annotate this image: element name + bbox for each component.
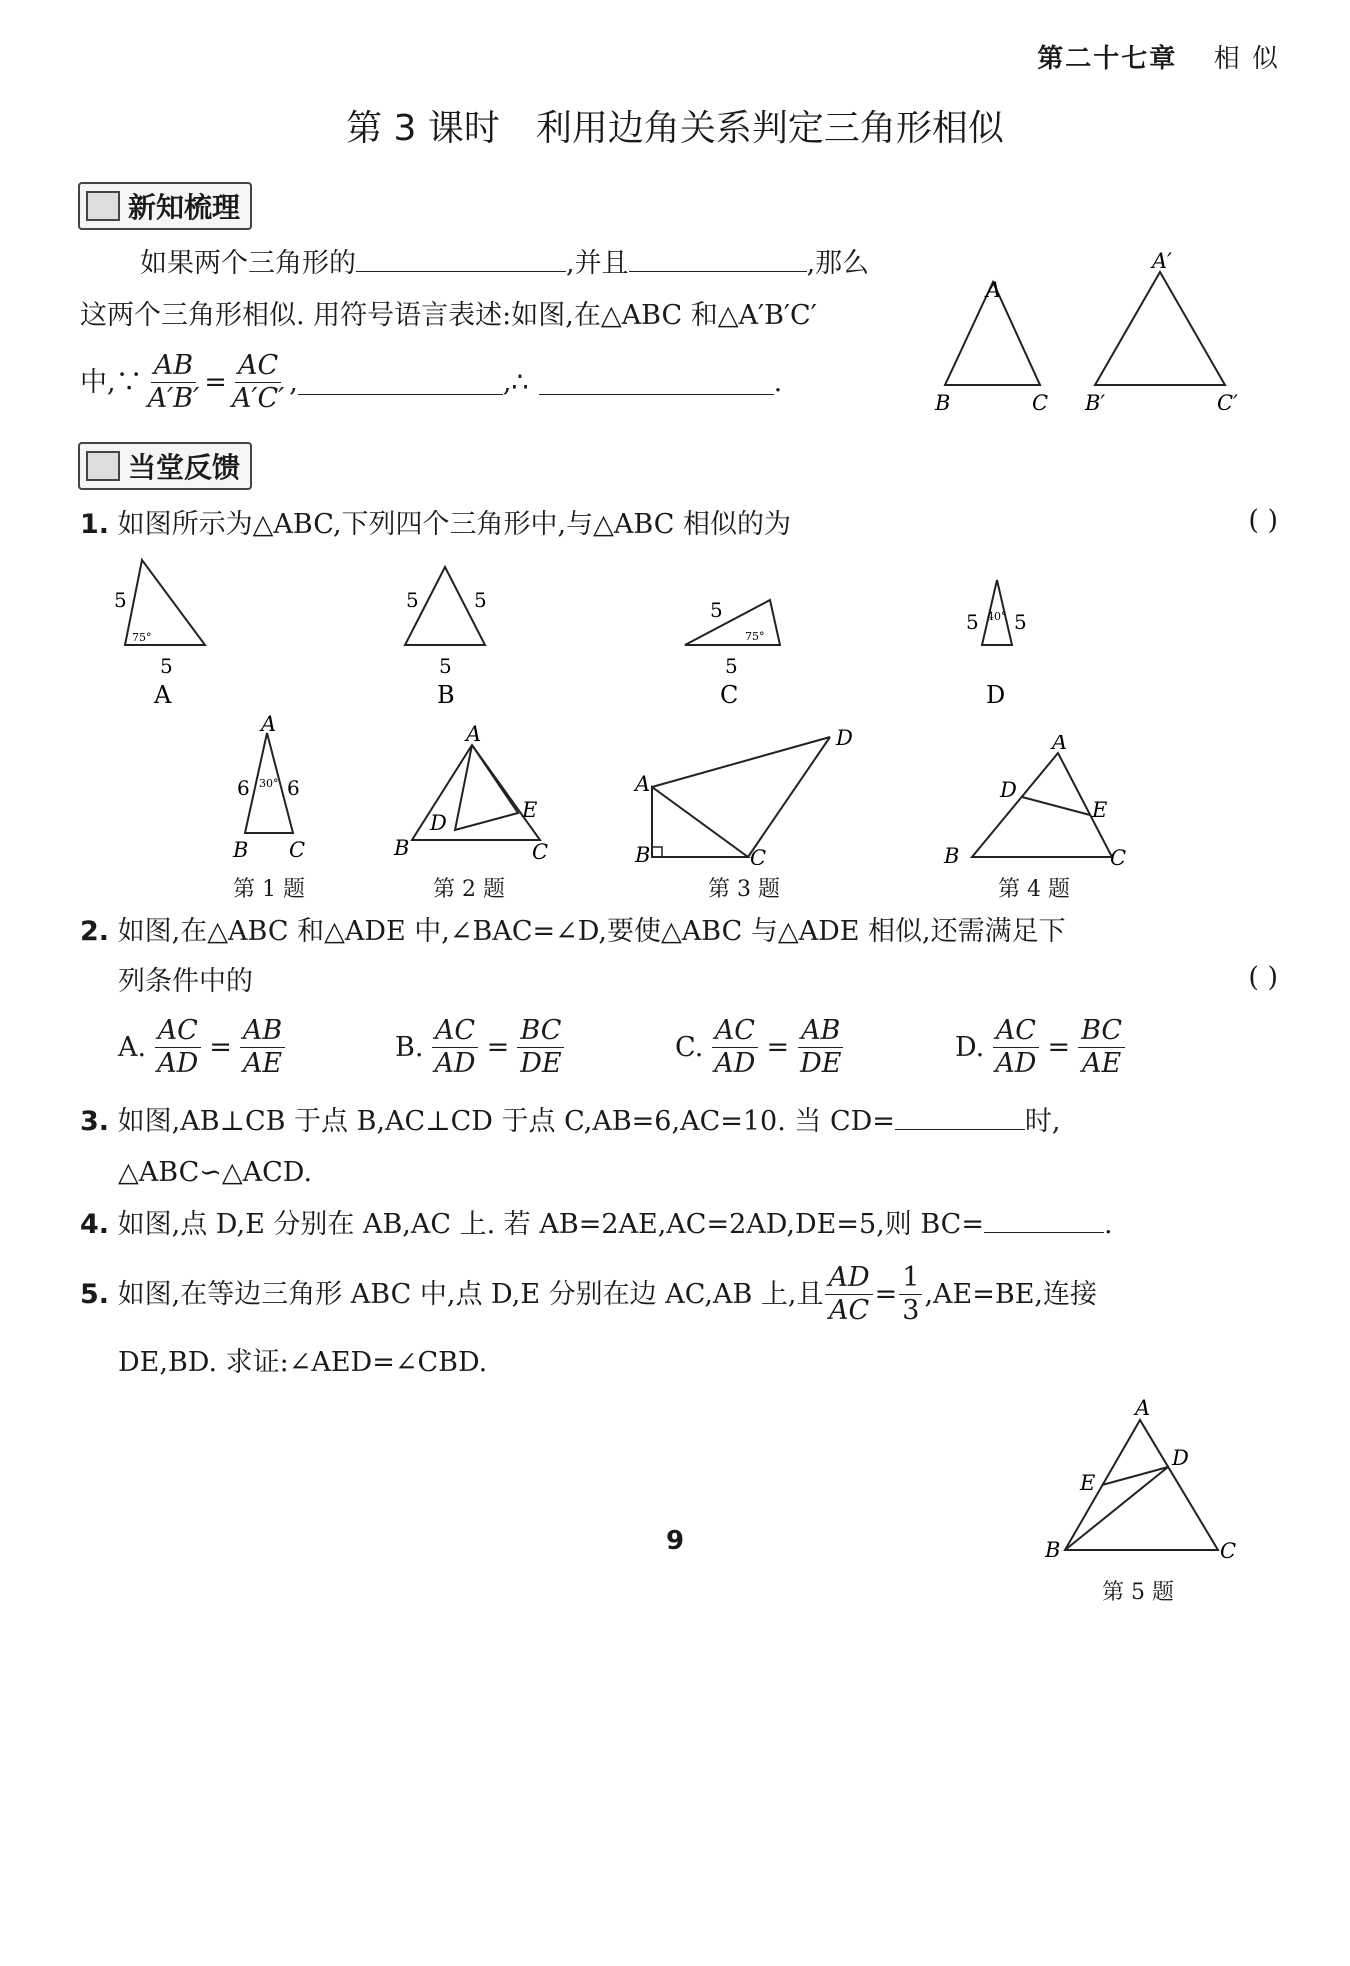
svg-text:A: A — [1135, 1396, 1151, 1420]
svg-text:D: D — [430, 811, 447, 835]
q2-option-d[interactable]: D. $\frac{AC}{AD}$ = $\frac{BC}{AE}$ — [955, 1015, 1127, 1080]
label-a-prime: A′ — [1152, 250, 1172, 273]
svg-text:A: A — [1052, 735, 1068, 754]
svg-text:A: A — [154, 681, 172, 705]
option-d-triangle — [950, 575, 1050, 705]
blank-1[interactable] — [356, 271, 566, 272]
svg-text:75°: 75° — [132, 631, 152, 644]
svg-text:75°: 75° — [745, 630, 765, 643]
q2-option-c[interactable]: C. $\frac{AC}{AD}$ = $\frac{AB}{DE}$ — [675, 1015, 842, 1079]
section-heading-new-knowledge: 新知梳理 — [78, 182, 252, 230]
svg-text:A: A — [261, 715, 277, 736]
svg-text:D: D — [1000, 778, 1017, 802]
svg-text:E: E — [522, 798, 538, 822]
svg-text:5: 5 — [114, 588, 127, 612]
option-a-triangle — [100, 555, 250, 705]
svg-text:A: A — [466, 725, 482, 746]
svg-text:5: 5 — [710, 598, 723, 622]
pencil-icon — [86, 451, 120, 481]
caption-q4: 第 4 题 — [998, 877, 1070, 902]
fraction-ab: $\frac{AB}{A'B'}$ — [147, 350, 200, 414]
svg-text:5: 5 — [160, 654, 173, 678]
question-2-line2: 列条件中的 — [118, 966, 253, 997]
figure-q2 — [390, 725, 570, 860]
label-b: B — [935, 391, 951, 415]
svg-text:B: B — [1045, 1538, 1061, 1562]
svg-text:A: A — [635, 772, 651, 796]
label-c-prime: C′ — [1217, 391, 1238, 415]
svg-text:5: 5 — [1014, 610, 1027, 634]
question-1: 1. 如图所示为△ABC,下列四个三角形中,与△ABC 相似的为 — [80, 509, 791, 540]
svg-text:30°: 30° — [259, 777, 279, 790]
question-5-line2: DE,BD. 求证:∠AED=∠CBD. — [118, 1347, 488, 1378]
svg-text:B: B — [394, 836, 410, 860]
svg-text:E: E — [1092, 798, 1108, 822]
svg-text:C: C — [1220, 1539, 1237, 1563]
caption-q1: 第 1 题 — [233, 877, 305, 902]
answer-bracket-q2[interactable]: ( ) — [1248, 962, 1278, 993]
svg-text:C: C — [720, 681, 739, 705]
answer-bracket-q1[interactable]: ( ) — [1248, 505, 1278, 536]
svg-text:C: C — [1110, 846, 1127, 870]
section1-line1: 如果两个三角形的 ,并且 ,那么 — [140, 248, 870, 279]
question-2: 2. 如图,在△ABC 和△ADE 中,∠BAC=∠D,要使△ABC 与△ADE 相似,还需满足下 — [80, 916, 1066, 947]
svg-text:C: C — [289, 838, 306, 860]
page-number: 9 — [665, 1526, 685, 1556]
svg-text:D: D — [986, 681, 1006, 705]
caption-q2: 第 2 题 — [433, 877, 505, 902]
question-5: 5. 如图,在等边三角形 ABC 中,点 D,E 分别在边 AC,AB 上,且 $\frac{AD}{AC}$ = $\frac{1}{3}$ ,AE=BE,连接 — [80, 1262, 1097, 1326]
svg-text:D: D — [1172, 1446, 1189, 1470]
blank-4[interactable] — [539, 394, 774, 395]
blank-2[interactable] — [629, 271, 807, 272]
question-4: 4. 如图,点 D,E 分别在 AB,AC 上. 若 AB=2AE,AC=2AD,DE=5,则 BC= . — [80, 1209, 1113, 1240]
q2-option-a[interactable]: A. $\frac{AC}{AD}$ = $\frac{AB}{AE}$ — [118, 1015, 287, 1080]
lesson-name: 利用边角关系判定三角形相似 — [535, 108, 1004, 149]
svg-text:B: B — [233, 838, 249, 860]
lesson-title — [0, 100, 1350, 151]
section-heading-feedback: 当堂反馈 — [78, 442, 252, 490]
chapter-header — [1037, 38, 1280, 75]
blank-3[interactable] — [298, 394, 503, 395]
svg-text:E: E — [1080, 1471, 1096, 1495]
label-a: A — [986, 278, 1002, 302]
chapter-number: 第二十七章 — [1037, 44, 1178, 74]
section1-line2: 这两个三角形相似. 用符号语言表述:如图,在△ABC 和△A′B′C′ — [80, 300, 817, 331]
fraction-ac: $\frac{AC}{A'C'}$ — [231, 350, 285, 414]
book-icon — [86, 191, 120, 221]
figure-q3 — [630, 725, 870, 865]
svg-text:5: 5 — [474, 588, 487, 612]
svg-text:40°: 40° — [987, 610, 1007, 623]
question-3: 3. 如图,AB⊥CB 于点 B,AC⊥CD 于点 C,AB=6,AC=10. 当 CD= 时, — [80, 1106, 1061, 1137]
svg-text:C: C — [750, 846, 767, 865]
svg-text:B: B — [944, 844, 960, 868]
svg-text:5: 5 — [439, 654, 452, 678]
svg-text:5: 5 — [966, 610, 979, 634]
figure-q4 — [940, 735, 1140, 870]
svg-text:B: B — [437, 681, 455, 705]
svg-text:C: C — [532, 840, 549, 860]
q2-option-b[interactable]: B. $\frac{AC}{AD}$ = $\frac{BC}{DE}$ — [395, 1015, 567, 1080]
caption-q5: 第 5 题 — [1102, 1580, 1174, 1605]
caption-q3: 第 3 题 — [708, 877, 780, 902]
lesson-period: 第 3 课时 — [346, 108, 500, 149]
figure-q1 — [225, 715, 315, 860]
label-b-prime: B′ — [1085, 391, 1106, 415]
svg-text:5: 5 — [725, 654, 738, 678]
svg-text:D: D — [836, 726, 853, 750]
svg-text:6: 6 — [237, 776, 250, 800]
question-3-line2: △ABC∽△ACD. — [118, 1157, 313, 1188]
svg-text:6: 6 — [287, 776, 300, 800]
svg-text:5: 5 — [406, 588, 419, 612]
option-b-triangle — [390, 555, 510, 705]
option-c-triangle — [670, 555, 800, 705]
svg-text:B: B — [635, 843, 651, 865]
similar-triangles-figure — [930, 250, 1250, 425]
section1-line3: 中,∵ $\frac{AB}{A'B'}$ = $\frac{AC}{A'C'}$ , ,∴ . — [80, 350, 783, 414]
blank-q4[interactable] — [984, 1232, 1104, 1233]
label-c: C — [1032, 391, 1049, 415]
blank-q3[interactable] — [895, 1129, 1025, 1130]
chapter-topic: 相 似 — [1213, 44, 1280, 74]
